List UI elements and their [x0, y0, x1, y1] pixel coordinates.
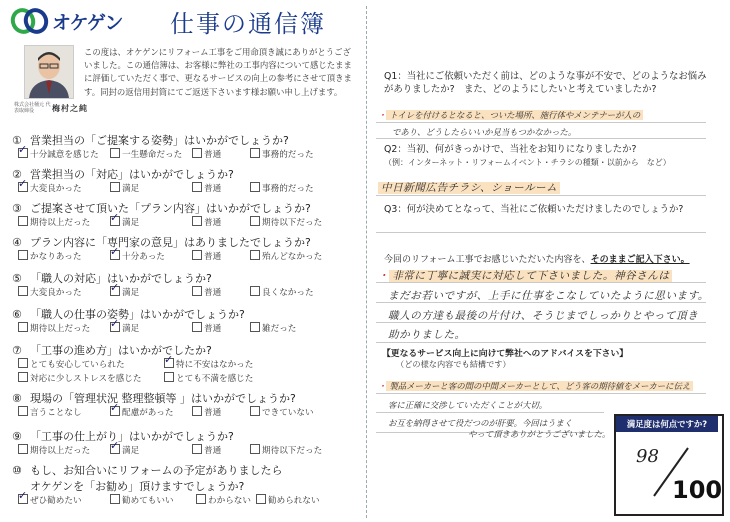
checkbox-icon[interactable]: [250, 250, 260, 260]
option-label: 満足: [122, 446, 140, 456]
option-label: 満足: [122, 288, 140, 298]
option-label: 対応に少しストレスを感じた: [30, 374, 142, 384]
q2-text: Q2：当初、何がきっかけで、当社をお知りになりましたか?: [384, 144, 637, 155]
question-number: ⑦: [12, 344, 22, 357]
checkbox-icon[interactable]: [192, 406, 202, 416]
option-label: 十分あった: [122, 252, 165, 262]
checked-checkbox-icon[interactable]: [110, 216, 120, 226]
option-label: 大変良かった: [30, 288, 82, 298]
checkbox-icon[interactable]: [256, 494, 266, 504]
option-label: 期待以上だった: [30, 324, 91, 334]
answer-option[interactable]: [250, 322, 296, 334]
question-text: ご提案させて頂いた「プラン内容」はいかがでしょうか?: [30, 202, 311, 215]
option-label: 普通: [204, 184, 222, 194]
answer-option[interactable]: [196, 494, 251, 506]
answer-option[interactable]: [110, 182, 139, 194]
advice-line-4: やって頂きありがとうございました。: [468, 429, 611, 439]
answer-option[interactable]: [192, 216, 221, 228]
checkbox-icon[interactable]: [196, 494, 206, 504]
option-label: 普通: [204, 218, 222, 228]
question-number: ②: [12, 168, 22, 181]
answer-option[interactable]: [18, 358, 125, 370]
checked-checkbox-icon[interactable]: [110, 286, 120, 296]
answer-option[interactable]: [250, 250, 322, 262]
option-label: 普通: [204, 288, 222, 298]
option-label: 良くなかった: [262, 288, 314, 298]
advice-line-3: お互を納得させて役だつのが肝要。今回はうまく: [388, 418, 573, 428]
checkbox-icon[interactable]: [250, 444, 260, 454]
option-label: 満足: [122, 324, 140, 334]
checkbox-icon[interactable]: [192, 322, 202, 332]
checked-checkbox-icon[interactable]: [110, 322, 120, 332]
option-label: 配慮があった: [122, 408, 174, 418]
checkbox-icon[interactable]: [250, 148, 260, 158]
score-label: 満足度は何点ですか?: [616, 416, 718, 432]
option-label: 事務的だった: [262, 184, 314, 194]
option-label: できていない: [262, 408, 314, 418]
question-text: もし、お知合いにリフォームの予定がありましたら: [30, 464, 283, 477]
option-label: 普通: [204, 324, 222, 334]
checkbox-icon[interactable]: [192, 216, 202, 226]
answer-option[interactable]: [250, 182, 314, 194]
answer-option[interactable]: [192, 148, 221, 160]
checkbox-icon[interactable]: [192, 182, 202, 192]
answer-option[interactable]: [18, 406, 82, 418]
answer-option[interactable]: [192, 444, 221, 456]
question-number: ⑤: [12, 272, 22, 285]
checked-checkbox-icon[interactable]: [18, 182, 28, 192]
answer-option[interactable]: [110, 286, 139, 298]
answer-option[interactable]: [18, 182, 82, 194]
option-label: ぜひ勧めたい: [30, 496, 82, 506]
answer-option[interactable]: [110, 148, 182, 160]
option-label: 事務的だった: [262, 150, 314, 160]
answer-option[interactable]: [250, 406, 314, 418]
option-label: 普通: [204, 150, 222, 160]
answer-line: [376, 122, 706, 123]
answer-option[interactable]: [18, 148, 99, 160]
option-label: 一生懸命だった: [122, 150, 183, 160]
checkbox-icon[interactable]: [18, 286, 28, 296]
answer-option[interactable]: [18, 444, 90, 456]
comments-line-3: 職人の方達も最後の片付け、そうじまでしっかりとやって頂き: [388, 310, 699, 322]
advice-line-2: 客に正確に交渉していただくことが大切。: [388, 400, 548, 410]
comments-line-2: まだお若いですが、上手に仕事をこなしていたように思います。: [388, 290, 709, 302]
option-label: 勧めてもいい: [122, 496, 174, 506]
advice-heading: 【更なるサービス向上に向けて弊社へのアドバイスを下さい】: [382, 349, 629, 359]
checked-checkbox-icon[interactable]: [18, 148, 28, 158]
option-label: 言うことなし: [30, 408, 82, 418]
question-title: [12, 390, 296, 406]
checked-checkbox-icon[interactable]: [164, 358, 174, 368]
checkbox-icon[interactable]: [110, 494, 120, 504]
answer-option[interactable]: [192, 322, 221, 334]
checkbox-icon[interactable]: [192, 444, 202, 454]
option-label: 普通: [204, 446, 222, 456]
option-label: とても不満を感じた: [176, 374, 254, 384]
option-label: 満足: [122, 184, 140, 194]
question-text: 営業担当の「対応」はいかがでしょうか?: [30, 168, 234, 181]
answer-option[interactable]: [110, 216, 139, 228]
advice-subheading: （どの様な内容でも結構です）: [396, 359, 511, 369]
q1-answer-line-2: であり、どうしたらいいか見当もつかなかった。: [392, 127, 577, 137]
comments-prompt: 今回のリフォーム工事でお感じいただいた内容を、そのままご記入下さい。: [384, 255, 690, 265]
option-label: 勧められない: [268, 496, 320, 506]
answer-option[interactable]: [250, 444, 322, 456]
option-label: 普通: [204, 408, 222, 418]
checkbox-icon[interactable]: [192, 148, 202, 158]
question-number: ①: [12, 134, 22, 147]
question-title: [12, 234, 311, 250]
oke-gen-logo-icon: [10, 7, 50, 35]
option-label: 十分誠意を感じた: [30, 150, 99, 160]
intro-text: この度は、オケゲンにリフォーム工事をご用命頂き誠にありがとうございました。この通信簿は、お客様に弊社の工事内容について感じたままに評価していただく事で、更なるサービスの向上の参考にさせて頂きます。同封の返信用封筒にてご返送下さいます様お願い申し上げます。: [84, 47, 352, 97]
question-text: 営業担当の「ご提案する姿勢」はいかがでしょうか?: [30, 134, 289, 147]
answer-option[interactable]: [192, 250, 221, 262]
checkbox-icon[interactable]: [18, 216, 28, 226]
answer-option[interactable]: [164, 372, 253, 384]
question-text-line-2: オケゲンを「お勧め」頂けますでしょうか?: [30, 480, 245, 493]
answer-line: [376, 412, 604, 413]
checkbox-icon[interactable]: [192, 286, 202, 296]
answer-option[interactable]: [250, 286, 314, 298]
checkbox-icon[interactable]: [110, 148, 120, 158]
answer-option[interactable]: [110, 494, 174, 506]
option-label: かなりあった: [30, 252, 82, 262]
option-label: 雑だった: [262, 324, 297, 334]
answer-option[interactable]: [192, 286, 221, 298]
q2-answer: 中日新聞広告チラシ、ショールーム: [378, 180, 560, 195]
document-title: 仕事の通信簿: [170, 10, 326, 38]
question-number: ⑩: [12, 464, 22, 477]
question-text: 「工事の進め方」はいかがでしたか?: [30, 344, 212, 357]
question-title: [12, 428, 234, 444]
option-label: 満足: [122, 218, 140, 228]
answer-option[interactable]: [192, 182, 221, 194]
question-text: 「工事の仕上がり」はいかがでしょうか?: [30, 430, 234, 443]
checked-checkbox-icon[interactable]: [110, 406, 120, 416]
question-title: [12, 462, 282, 478]
question-number: ⑨: [12, 430, 22, 443]
answer-option[interactable]: [18, 372, 141, 384]
checkbox-icon[interactable]: [250, 182, 260, 192]
answer-option[interactable]: [110, 444, 139, 456]
answer-line: [376, 342, 706, 343]
checkbox-icon[interactable]: [18, 358, 28, 368]
score-given: 98: [636, 446, 659, 467]
checkbox-icon[interactable]: [192, 250, 202, 260]
q1-text: Q1：当社にご依頼いただく前は、どのような事が不安で、どのようなお悩みがありましたか? また、どのようにしたいと考えていましたか?: [384, 71, 707, 95]
signature-name: 梅村之純: [52, 104, 88, 113]
comments-line-1: ・ 非常に丁寧に誠実に対応して下さいました。神谷さんは: [378, 268, 672, 283]
answer-option[interactable]: [18, 250, 81, 262]
answer-line: [376, 195, 706, 196]
answer-line: [376, 393, 706, 394]
question-number: ④: [12, 236, 22, 249]
president-photo: [24, 45, 74, 99]
option-label: 殆んどなかった: [262, 252, 323, 262]
question-number: ③: [12, 202, 22, 215]
q3-text: Q3：何が決めてとなって、当社にご依頼いただけましたのでしょうか?: [384, 204, 684, 215]
question-title: [12, 306, 245, 322]
option-label: とても安心していられた: [30, 360, 125, 370]
question-number: ⑧: [12, 392, 22, 405]
option-label: 特に不安はなかった: [176, 360, 254, 370]
answer-option[interactable]: [250, 216, 322, 228]
question-number: ⑥: [12, 308, 22, 321]
checked-checkbox-icon[interactable]: [110, 250, 120, 260]
checkbox-icon[interactable]: [18, 372, 28, 382]
answer-option[interactable]: [110, 406, 173, 418]
option-label: 期待以下だった: [262, 446, 323, 456]
question-title: [12, 166, 234, 182]
score-max: 100: [672, 476, 723, 504]
checked-checkbox-icon[interactable]: [110, 444, 120, 454]
answer-option[interactable]: [250, 148, 314, 160]
question-text: 「職人の対応」はいかがでしょうか?: [30, 272, 212, 285]
question-title: [12, 132, 289, 148]
advice-line-1: ・ 製品メーカーと客の間の中間メーカーとして、どう客の期待値をメーカーに伝え: [378, 380, 693, 392]
option-label: 大変良かった: [30, 184, 82, 194]
checkbox-icon[interactable]: [18, 322, 28, 332]
question-title: [12, 342, 212, 358]
question-text: プラン内容に「専門家の意見」はありましたでしょうか?: [30, 236, 311, 249]
answer-option[interactable]: [18, 322, 90, 334]
answer-option[interactable]: [110, 322, 139, 334]
checkbox-icon[interactable]: [164, 372, 174, 382]
question-title: [12, 200, 311, 216]
answer-option[interactable]: [192, 406, 221, 418]
checkbox-icon[interactable]: [250, 216, 260, 226]
checkbox-icon[interactable]: [18, 250, 28, 260]
column-divider: [366, 6, 367, 518]
question-text: 「職人の仕事の姿勢」はいかがでしょうか?: [30, 308, 245, 321]
answer-option[interactable]: [18, 286, 82, 298]
checked-checkbox-icon[interactable]: [18, 494, 28, 504]
checkbox-icon[interactable]: [250, 322, 260, 332]
checkbox-icon[interactable]: [110, 182, 120, 192]
answer-option[interactable]: [18, 216, 90, 228]
answer-option[interactable]: [110, 250, 165, 262]
option-label: 期待以下だった: [262, 218, 323, 228]
answer-option[interactable]: [18, 494, 82, 506]
option-label: わからない: [208, 496, 251, 506]
checkbox-icon[interactable]: [250, 286, 260, 296]
checkbox-icon[interactable]: [250, 406, 260, 416]
checkbox-icon[interactable]: [18, 406, 28, 416]
answer-line: [376, 232, 706, 233]
option-label: 普通: [204, 252, 222, 262]
answer-option[interactable]: [256, 494, 320, 506]
brand-name: オケゲン: [52, 12, 123, 34]
comments-line-4: 助かりました。: [388, 329, 466, 341]
option-label: 期待以上だった: [30, 218, 91, 228]
q1-answer-line-1: ・ トイレを付けるとなると、ついた場所、施行体やメンテナーが人の: [378, 109, 643, 121]
answer-line: [376, 138, 706, 139]
answer-option[interactable]: [164, 358, 253, 370]
question-text: 現場の「管理状況 整理整頓等 」はいかがでしょうか?: [30, 392, 296, 405]
q2-subtext: （例：インターネット・リフォームイベント・チラシの種類・以前から など）: [384, 158, 671, 167]
checkbox-icon[interactable]: [18, 444, 28, 454]
signature-role: 株式会社桶元 代表取締役: [14, 102, 51, 114]
option-label: 期待以上だった: [30, 446, 91, 456]
